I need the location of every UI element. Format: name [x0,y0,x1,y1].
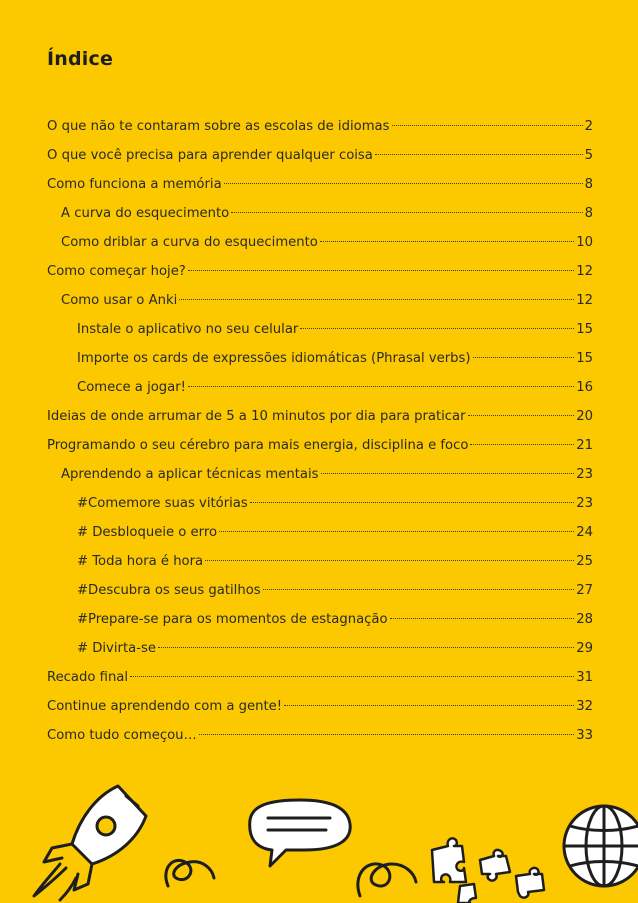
toc-entry-page: 27 [576,583,593,598]
toc-entry-title: Programando o seu cérebro para mais energia, disciplina e foco [47,438,469,453]
toc-entry-page: 16 [576,380,593,395]
swirl-icon [166,860,214,886]
toc-entry[interactable] [47,228,593,257]
toc-entry[interactable] [47,460,593,489]
dot-leader [224,182,583,184]
toc-entry-title: Recado final [47,670,129,685]
dot-leader [321,472,575,474]
dot-leader [231,211,582,213]
toc-entry-title: Comece a jogar! [77,380,186,395]
toc-entry-title: O que não te contaram sobre as escolas de idiomas [47,119,390,134]
toc-entry-title: Continue aprendendo com a gente! [47,699,283,714]
toc-entry[interactable] [47,721,593,750]
toc-entry-title: O que você precisa para aprender qualquer coisa [47,148,373,163]
toc-entry-title: # Divirta-se [77,641,156,656]
toc-entry[interactable] [47,286,593,315]
toc-entry-page: 12 [576,264,593,279]
rocket-icon [34,786,146,900]
toc-entry-page: 33 [576,728,593,743]
toc-entry-title: Como driblar a curva do esquecimento [61,235,318,250]
dot-leader [199,733,575,735]
toc-entry[interactable] [47,402,593,431]
toc-entry[interactable] [47,518,593,547]
dot-leader [473,356,575,358]
toc-entry[interactable] [47,634,593,663]
doodle-illustrations [0,778,638,903]
dot-leader [300,327,574,329]
toc-entry[interactable] [47,141,593,170]
dot-leader [188,385,574,387]
toc-entry-page: 24 [576,525,593,540]
dot-leader [158,646,574,648]
dot-leader [130,675,574,677]
toc-entry[interactable] [47,489,593,518]
toc-entry-title: #Comemore suas vitórias [77,496,248,511]
dot-leader [390,617,575,619]
toc-entry-page: 5 [584,148,593,163]
toc-entry-title: # Desbloqueie o erro [77,525,218,540]
toc-entry-title: Como começar hoje? [47,264,186,279]
toc-entry-page: 25 [576,554,593,569]
toc-entry-page: 10 [576,235,593,250]
toc-entry-title: #Descubra os seus gatilhos [77,583,261,598]
toc-entry-page: 2 [584,119,593,134]
dot-leader [320,240,574,242]
toc-entry-page: 29 [576,641,593,656]
toc-entry[interactable] [47,692,593,721]
toc-entry-title: Como tudo começou… [47,728,197,743]
toc-entry-page: 8 [584,177,593,192]
dot-leader [263,588,575,590]
swirl-icon [358,864,416,896]
toc-entry[interactable] [47,576,593,605]
dot-leader [179,298,574,300]
toc-entry-title: Aprendendo a aplicar técnicas mentais [61,467,319,482]
dot-leader [284,704,574,706]
toc-entry-page: 23 [576,496,593,511]
toc-entry-page: 23 [576,467,593,482]
toc-entry[interactable] [47,605,593,634]
dot-leader [392,124,583,126]
toc-entry-title: Como usar o Anki [61,293,178,308]
toc-entry[interactable] [47,199,593,228]
dot-leader [470,443,574,445]
dot-leader [468,414,575,416]
toc-entry-page: 12 [576,293,593,308]
toc-entry-page: 31 [576,670,593,685]
toc-entry-page: 21 [576,438,593,453]
table-of-contents [47,112,593,750]
toc-entry-page: 28 [576,612,593,627]
toc-entry[interactable] [47,257,593,286]
toc-entry-page: 15 [576,322,593,337]
toc-entry-page: 8 [584,206,593,221]
toc-entry-title: A curva do esquecimento [61,206,230,221]
toc-entry[interactable] [47,315,593,344]
toc-entry[interactable] [47,170,593,199]
toc-entry-title: Como funciona a memória [47,177,222,192]
dot-leader [219,530,574,532]
puzzle-pieces-icon [432,838,544,903]
toc-entry-page: 20 [576,409,593,424]
toc-entry-page: 32 [576,699,593,714]
dot-leader [250,501,574,503]
toc-entry[interactable] [47,373,593,402]
toc-entry-title: # Toda hora é hora [77,554,204,569]
toc-entry-title: Ideias de onde arrumar de 5 a 10 minutos por dia para praticar [47,409,466,424]
toc-entry-page: 15 [576,351,593,366]
toc-entry[interactable] [47,663,593,692]
toc-entry[interactable] [47,344,593,373]
toc-entry-title: Importe os cards de expressões idiomáticas (Phrasal verbs) [77,351,471,366]
dot-leader [188,269,574,271]
toc-entry[interactable] [47,431,593,460]
globe-icon [564,806,638,886]
dot-leader [375,153,583,155]
toc-entry[interactable] [47,112,593,141]
toc-entry[interactable] [47,547,593,576]
page-title: Índice [47,48,114,70]
dot-leader [205,559,574,561]
toc-entry-title: #Prepare-se para os momentos de estagnação [77,612,388,627]
speech-bubble-icon [250,800,350,866]
toc-entry-title: Instale o aplicativo no seu celular [77,322,299,337]
